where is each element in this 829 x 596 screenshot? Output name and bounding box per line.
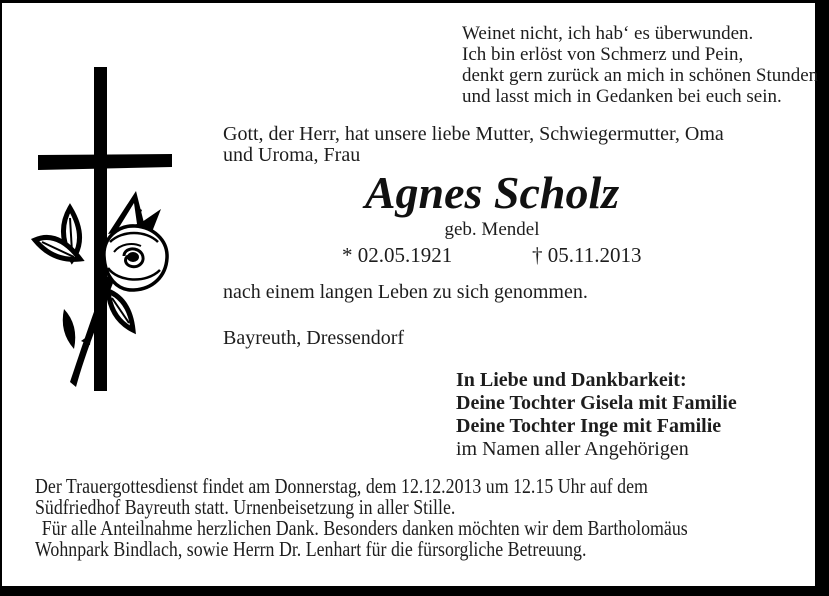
intro-line: und Uroma, Frau xyxy=(223,144,361,166)
service-details-line: Südfriedhof Bayreuth statt. Urnenbeisetzung in aller Stille. xyxy=(35,495,456,519)
place-line: Bayreuth, Dressendorf xyxy=(223,327,405,349)
mourners-line: Deine Tochter Inge mit Familie xyxy=(456,415,722,437)
intro-text xyxy=(223,124,724,166)
death-date: † 05.11.2013 xyxy=(532,243,642,267)
scan-border-top xyxy=(0,0,829,3)
epigraph-line: denkt gern zurück an mich in schönen Stunden xyxy=(462,65,819,86)
cross-with-rose-icon xyxy=(20,60,175,395)
epigraph-line: Weinet nicht, ich hab‘ es überwunden. xyxy=(462,23,754,44)
birth-date: * 02.05.1921 xyxy=(342,243,453,267)
mourners-line: Deine Tochter Gisela mit Familie xyxy=(456,392,737,414)
scan-border-bottom xyxy=(0,586,829,596)
deceased-name: Agnes Scholz xyxy=(364,167,620,218)
mourners-closing-line: im Namen aller Angehörigen xyxy=(456,438,689,460)
service-details-line: Der Trauergottesdienst findet am Donnerstag, dem 12.12.2013 um 12.15 Uhr auf dem xyxy=(35,474,648,498)
mourners-block xyxy=(456,369,737,461)
epigraph xyxy=(462,23,818,107)
intro-line: Gott, der Herr, hat unsere liebe Mutter, Schwiegermutter, Oma xyxy=(223,123,724,145)
epigraph-line: Ich bin erlöst von Schmerz und Pein, xyxy=(462,44,744,65)
scan-border-left xyxy=(0,0,2,596)
service-details-line: Für alle Anteilnahme herzlichen Dank. Besonders danken möchten wir dem Bartholomäus xyxy=(41,516,688,540)
mourners-line: In Liebe und Dankbarkeit: xyxy=(456,369,687,391)
service-details xyxy=(35,476,688,560)
maiden-name: geb. Mendel xyxy=(444,219,540,240)
after-dates-line: nach einem langen Leben zu sich genommen. xyxy=(223,281,588,303)
service-details-line: Wohnpark Bindlach, sowie Herrn Dr. Lenhart für die fürsorgliche Betreuung. xyxy=(35,537,587,561)
epigraph-line: und lasst mich in Gedanken bei euch sein. xyxy=(462,86,782,107)
